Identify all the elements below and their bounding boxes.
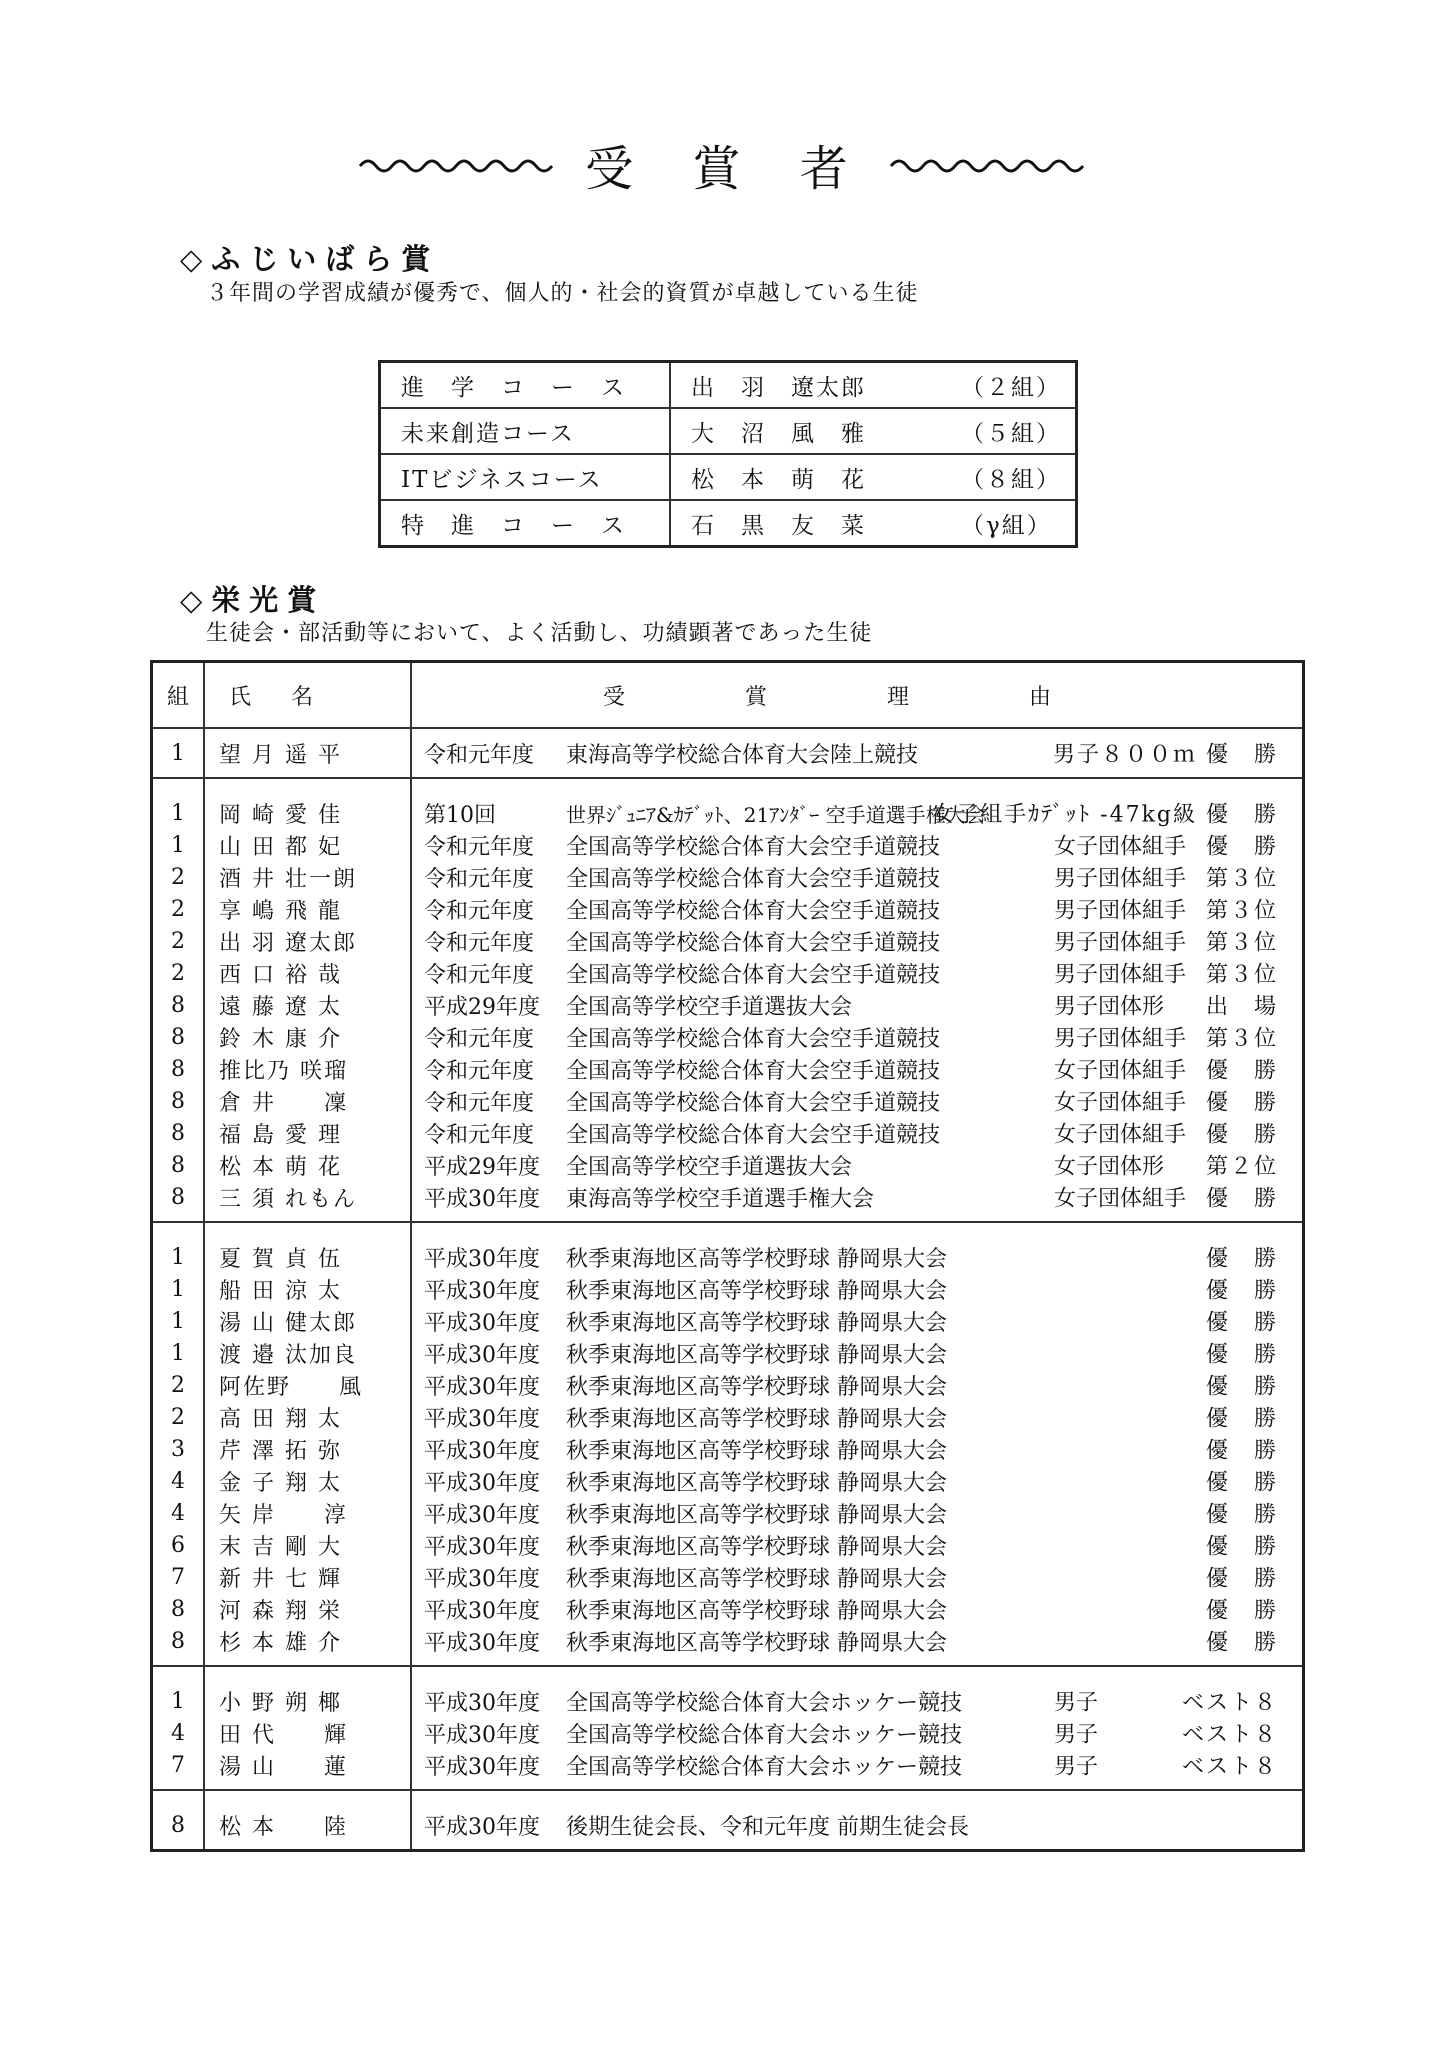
reason-result: 優 勝 (1205, 1310, 1278, 1336)
row-name: 田 代 輝 (204, 1717, 411, 1749)
group-spacer (152, 1841, 1304, 1851)
reason-event: 秋季東海地区高等学校野球 静岡県大会 (566, 1566, 947, 1592)
row-reason (411, 893, 1304, 925)
reason-result: 第３位 (1205, 962, 1278, 988)
page-title-block (0, 130, 1447, 199)
row-reason (411, 737, 1304, 769)
reason-result: 優 勝 (1205, 1246, 1278, 1272)
reason-event: 全国高等学校空手道選抜大会 (566, 1154, 853, 1180)
reason-era: 平成30年度 (424, 1598, 540, 1624)
course-row (380, 500, 1077, 547)
reason-era: 平成30年度 (424, 1278, 540, 1304)
header-reason: 受賞理由 (411, 662, 1304, 729)
row-name: 出 羽 遼太郎 (204, 925, 411, 957)
table-row (152, 1625, 1304, 1657)
table-row (152, 1021, 1304, 1053)
table-row (152, 1809, 1304, 1841)
course-name: ITビジネスコース (380, 454, 671, 500)
reason-era: 平成30年度 (424, 1186, 540, 1212)
reason-result: 第２位 (1205, 1154, 1278, 1180)
row-name: 享 嶋 飛 龍 (204, 893, 411, 925)
page-title: 受 賞 者 (585, 141, 870, 197)
row-reason (411, 1809, 1304, 1841)
table-row (152, 1149, 1304, 1181)
row-reason (411, 1717, 1304, 1749)
reason-category: 女子団体組手 (1054, 1090, 1187, 1116)
recipient-class: （５組） (961, 420, 1061, 447)
row-name: 金 子 翔 太 (204, 1465, 411, 1497)
reason-era: 令和元年度 (424, 834, 535, 860)
row-name: 高 田 翔 太 (204, 1401, 411, 1433)
row-name: 酒 井 壮一朗 (204, 861, 411, 893)
recipient-name: 松 本 萌 花 (691, 466, 866, 493)
table-row (152, 1717, 1304, 1749)
row-name: 夏 賀 貞 伍 (204, 1241, 411, 1273)
reason-result: 優 勝 (1205, 1534, 1278, 1560)
row-class: 1 (152, 1305, 205, 1337)
reason-event: 全国高等学校総合体育大会ホッケー競技 (566, 1690, 963, 1716)
table-row (152, 1241, 1304, 1273)
reason-event: 世界ｼﾞｭﾆｱ&ｶﾃﾞｯﾄ、21ｱﾝﾀﾞｰ 空手道選手権大会 (566, 802, 986, 827)
row-name: 三 須 れもん (204, 1181, 411, 1213)
recipient-cell (670, 500, 1077, 547)
award-group (152, 778, 1304, 1222)
row-reason (411, 1369, 1304, 1401)
reason-event: 秋季東海地区高等学校野球 静岡県大会 (566, 1598, 947, 1624)
table-row (152, 989, 1304, 1021)
header-class: 組 (152, 662, 205, 729)
row-name: 芹 澤 拓 弥 (204, 1433, 411, 1465)
reason-era: 平成30年度 (424, 1406, 540, 1432)
group-spacer (152, 1213, 1304, 1222)
reason-era: 第10回 (424, 802, 496, 828)
reason-event: 秋季東海地区高等学校野球 静岡県大会 (566, 1534, 947, 1560)
reason-result: 優 勝 (1205, 1058, 1278, 1084)
row-class: 1 (152, 1241, 205, 1273)
row-reason (411, 1241, 1304, 1273)
reason-result: 優 勝 (1205, 834, 1278, 860)
reason-result: 男子８００ｍ 優 勝 (1053, 742, 1278, 768)
reason-event: 秋季東海地区高等学校野球 静岡県大会 (566, 1630, 947, 1656)
reason-era: 平成29年度 (424, 994, 540, 1020)
row-class: 1 (152, 829, 205, 861)
reason-event: 全国高等学校総合体育大会空手道競技 (566, 866, 941, 892)
row-class: 1 (152, 1337, 205, 1369)
award-group (152, 1790, 1304, 1851)
row-name: 杉 本 雄 介 (204, 1625, 411, 1657)
reason-category: 女子団体組手 (1054, 1186, 1187, 1212)
row-reason (411, 1021, 1304, 1053)
table-row (152, 1465, 1304, 1497)
course-row (380, 362, 1077, 409)
row-class: 1 (152, 737, 205, 769)
reason-era: 平成30年度 (424, 1690, 540, 1716)
row-reason (411, 829, 1304, 861)
row-reason (411, 1401, 1304, 1433)
row-class: 8 (152, 1021, 205, 1053)
reason-era: 平成29年度 (424, 1154, 540, 1180)
reason-event: 全国高等学校総合体育大会空手道競技 (566, 1090, 941, 1116)
recipient-cell (670, 454, 1077, 500)
row-reason (411, 1433, 1304, 1465)
fujiibara-award-description: ３年間の学習成績が優秀で、個人的・社会的資質が卓越している生徒 (206, 281, 919, 306)
reason-event: 秋季東海地区高等学校野球 静岡県大会 (566, 1246, 947, 1272)
table-row (152, 1749, 1304, 1781)
reason-event: 全国高等学校総合体育大会ホッケー競技 (566, 1722, 963, 1748)
reason-result: 第３位 (1205, 1026, 1278, 1052)
reason-result: 第３位 (1205, 866, 1278, 892)
reason-event: 秋季東海地区高等学校野球 静岡県大会 (566, 1342, 947, 1368)
reason-era: 令和元年度 (424, 1026, 535, 1052)
row-class: 8 (152, 1809, 205, 1841)
reason-era: 令和元年度 (424, 898, 535, 924)
course-name: 未来創造コース (380, 408, 671, 454)
reason-event: 秋季東海地区高等学校野球 静岡県大会 (566, 1278, 947, 1304)
row-reason (411, 1593, 1304, 1625)
row-name: 阿佐野 風 (204, 1369, 411, 1401)
reason-result: 優 勝 (1205, 1122, 1278, 1148)
reason-event: 全国高等学校空手道選抜大会 (566, 994, 853, 1020)
row-class: 2 (152, 957, 205, 989)
reason-event: 全国高等学校総合体育大会空手道競技 (566, 1122, 941, 1148)
reason-era: 令和元年度 (424, 1122, 535, 1148)
row-class: 2 (152, 893, 205, 925)
table-row (152, 1181, 1304, 1213)
row-name: 福 島 愛 理 (204, 1117, 411, 1149)
table-row (152, 957, 1304, 989)
eiko-award-heading: ◇栄光賞 (180, 583, 326, 617)
reason-result: 優 勝 (1205, 1090, 1278, 1116)
award-group (152, 728, 1304, 778)
reason-era: 令和元年度 (424, 962, 535, 988)
reason-era: 平成30年度 (424, 1342, 540, 1368)
reason-event: 後期生徒会長、令和元年度 前期生徒会長 (566, 1814, 969, 1840)
reason-result: 出 場 (1205, 994, 1278, 1020)
reason-era: 平成30年度 (424, 1534, 540, 1560)
table-row (152, 1369, 1304, 1401)
group-spacer (152, 1790, 1304, 1809)
reason-event: 東海高等学校空手道選手権大会 (566, 1186, 875, 1212)
reason-result: 優 勝 (1205, 1406, 1278, 1432)
row-name: 河 森 翔 栄 (204, 1593, 411, 1625)
reason-event: 秋季東海地区高等学校野球 静岡県大会 (566, 1470, 947, 1496)
reason-result: 第３位 (1205, 898, 1278, 924)
row-name: 松 本 萌 花 (204, 1149, 411, 1181)
eiko-award-table (150, 660, 1305, 1852)
reason-result: 優 勝 (1205, 1598, 1278, 1624)
row-reason (411, 1749, 1304, 1781)
table-row (152, 737, 1304, 769)
row-name: 矢 岸 淳 (204, 1497, 411, 1529)
reason-era: 令和元年度 (424, 1090, 535, 1116)
table-row (152, 829, 1304, 861)
reason-event: 東海高等学校総合体育大会陸上競技 (566, 742, 919, 768)
row-class: 8 (152, 1053, 205, 1085)
reason-category: 男子団体組手 (1054, 962, 1187, 988)
course-row (380, 454, 1077, 500)
row-reason (411, 1149, 1304, 1181)
row-class: 1 (152, 1273, 205, 1305)
reason-era: 平成30年度 (424, 1246, 540, 1272)
course-row (380, 408, 1077, 454)
course-name: 特 進 コ ー ス (380, 500, 671, 547)
reason-event: 全国高等学校総合体育大会空手道競技 (566, 834, 941, 860)
row-reason (411, 1529, 1304, 1561)
reason-era: 平成30年度 (424, 1754, 540, 1780)
group-spacer (152, 1666, 1304, 1685)
row-reason (411, 1305, 1304, 1337)
row-class: 7 (152, 1749, 205, 1781)
row-name: 湯 山 蓮 (204, 1749, 411, 1781)
row-class: 8 (152, 989, 205, 1021)
table-row (152, 1497, 1304, 1529)
table-header-row (152, 662, 1304, 729)
group-spacer (152, 1222, 1304, 1241)
reason-category: 女子団体組手 (1054, 834, 1187, 860)
reason-era: 令和元年度 (424, 742, 535, 768)
row-reason (411, 1685, 1304, 1717)
row-class: 3 (152, 1433, 205, 1465)
reason-category: 男子団体組手 (1054, 930, 1187, 956)
reason-category: 男子団体組手 (1054, 866, 1187, 892)
row-name: 松 本 陸 (204, 1809, 411, 1841)
reason-event: 全国高等学校総合体育大会空手道競技 (566, 930, 941, 956)
reason-era: 平成30年度 (424, 1374, 540, 1400)
row-name: 山 田 都 妃 (204, 829, 411, 861)
reason-result: 優 勝 (1205, 1186, 1278, 1212)
reason-category: 男子 (1054, 1722, 1099, 1748)
reason-era: 平成30年度 (424, 1722, 540, 1748)
row-name: 湯 山 健太郎 (204, 1305, 411, 1337)
table-row (152, 1433, 1304, 1465)
row-reason (411, 1273, 1304, 1305)
row-class: 8 (152, 1181, 205, 1213)
table-row (152, 1085, 1304, 1117)
reason-event: 全国高等学校総合体育大会空手道競技 (566, 898, 941, 924)
row-class: 4 (152, 1497, 205, 1529)
row-reason (411, 925, 1304, 957)
group-spacer (152, 728, 1304, 737)
table-row (152, 1685, 1304, 1717)
group-spacer (152, 778, 1304, 797)
reason-event: 全国高等学校総合体育大会空手道競技 (566, 962, 941, 988)
row-class: 1 (152, 1685, 205, 1717)
recipient-class: （２組） (961, 374, 1061, 401)
reason-result: 優 勝 (1205, 1566, 1278, 1592)
row-reason (411, 957, 1304, 989)
row-class: 8 (152, 1117, 205, 1149)
reason-category: 女子団体組手 (1054, 1122, 1187, 1148)
group-spacer (152, 1781, 1304, 1790)
reason-era: 令和元年度 (424, 1058, 535, 1084)
reason-result: 優 勝 (1205, 1502, 1278, 1528)
course-name: 進 学 コ ー ス (380, 362, 671, 409)
row-reason (411, 1053, 1304, 1085)
row-reason (411, 1625, 1304, 1657)
table-row (152, 1561, 1304, 1593)
row-name: 推比乃 咲瑠 (204, 1053, 411, 1085)
recipient-cell (670, 408, 1077, 454)
reason-era: 令和元年度 (424, 930, 535, 956)
table-row (152, 797, 1304, 829)
reason-era: 平成30年度 (424, 1470, 540, 1496)
row-name: 小 野 朔 椰 (204, 1685, 411, 1717)
row-class: 2 (152, 861, 205, 893)
reason-result: 優 勝 (1205, 1438, 1278, 1464)
reason-era: 平成30年度 (424, 1310, 540, 1336)
row-reason (411, 1497, 1304, 1529)
reason-event: 秋季東海地区高等学校野球 静岡県大会 (566, 1438, 947, 1464)
recipient-name: 大 沼 風 雅 (691, 420, 866, 447)
reason-event: 全国高等学校総合体育大会空手道競技 (566, 1058, 941, 1084)
reason-category: 女子団体組手 (1054, 1058, 1187, 1084)
row-reason (411, 1337, 1304, 1369)
row-name: 岡 崎 愛 佳 (204, 797, 411, 829)
recipient-name: 石 黒 友 菜 (691, 512, 866, 539)
row-reason (411, 1117, 1304, 1149)
reason-result: 第３位 (1205, 930, 1278, 956)
row-class: 1 (152, 797, 205, 829)
row-reason (411, 797, 1304, 829)
group-spacer (152, 769, 1304, 778)
row-class: 2 (152, 1401, 205, 1433)
reason-event: 全国高等学校総合体育大会ホッケー競技 (566, 1754, 963, 1780)
row-reason (411, 1181, 1304, 1213)
reason-category: 男子 (1054, 1690, 1099, 1716)
row-class: 2 (152, 1369, 205, 1401)
table-row (152, 925, 1304, 957)
row-class: 8 (152, 1593, 205, 1625)
row-name: 渡 邉 汰加良 (204, 1337, 411, 1369)
reason-category: 男子団体組手 (1054, 898, 1187, 924)
reason-result: ベスト８ (1181, 1690, 1278, 1716)
reason-event: 秋季東海地区高等学校野球 静岡県大会 (566, 1502, 947, 1528)
reason-event: 全国高等学校総合体育大会空手道競技 (566, 1026, 941, 1052)
table-row (152, 1117, 1304, 1149)
reason-result: ベスト８ (1181, 1722, 1278, 1748)
table-row (152, 1273, 1304, 1305)
row-reason (411, 989, 1304, 1021)
row-name: 遠 藤 遼 太 (204, 989, 411, 1021)
reason-event: 秋季東海地区高等学校野球 静岡県大会 (566, 1310, 947, 1336)
row-reason (411, 1085, 1304, 1117)
table-row (152, 1305, 1304, 1337)
reason-era: 令和元年度 (424, 866, 535, 892)
row-class: 4 (152, 1465, 205, 1497)
recipient-class: （γ組） (961, 512, 1052, 539)
fujiibara-course-table (378, 360, 1078, 548)
reason-category: 男子 (1054, 1754, 1099, 1780)
reason-result: 優 勝 (1205, 1630, 1278, 1656)
reason-era: 平成30年度 (424, 1814, 540, 1840)
row-class: 7 (152, 1561, 205, 1593)
row-name: 末 吉 剛 大 (204, 1529, 411, 1561)
reason-era: 平成30年度 (424, 1438, 540, 1464)
header-name: 氏名 (204, 662, 411, 729)
reason-result: 優 勝 (1205, 1278, 1278, 1304)
table-row (152, 861, 1304, 893)
reason-event: 秋季東海地区高等学校野球 静岡県大会 (566, 1406, 947, 1432)
row-class: 6 (152, 1529, 205, 1561)
table-row (152, 1593, 1304, 1625)
row-name: 鈴 木 康 介 (204, 1021, 411, 1053)
table-row (152, 1401, 1304, 1433)
row-name: 望 月 遥 平 (204, 737, 411, 769)
row-class: 2 (152, 925, 205, 957)
reason-result: 優 勝 (1205, 1374, 1278, 1400)
recipient-cell (670, 362, 1077, 409)
row-name: 船 田 涼 太 (204, 1273, 411, 1305)
row-class: 8 (152, 1149, 205, 1181)
row-class: 4 (152, 1717, 205, 1749)
row-class: 8 (152, 1085, 205, 1117)
row-reason (411, 1561, 1304, 1593)
row-name: 倉 井 凜 (204, 1085, 411, 1117)
row-reason (411, 1465, 1304, 1497)
table-row (152, 1337, 1304, 1369)
reason-era: 平成30年度 (424, 1630, 540, 1656)
award-group (152, 1222, 1304, 1666)
award-group (152, 1666, 1304, 1790)
row-reason (411, 861, 1304, 893)
group-spacer (152, 1657, 1304, 1666)
row-name: 新 井 七 輝 (204, 1561, 411, 1593)
table-row (152, 1529, 1304, 1561)
reason-result: 優 勝 (1205, 1470, 1278, 1496)
row-name: 西 口 裕 哉 (204, 957, 411, 989)
wave-ornament-left (358, 154, 558, 176)
reason-category: 男子団体形 (1054, 994, 1165, 1020)
recipient-class: （８組） (961, 466, 1061, 493)
reason-result: ベスト８ (1181, 1754, 1278, 1780)
reason-era: 平成30年度 (424, 1566, 540, 1592)
recipient-name: 出 羽 遼太郎 (691, 374, 866, 401)
table-row (152, 893, 1304, 925)
reason-category: 女子団体形 (1054, 1154, 1165, 1180)
reason-category: 男子団体組手 (1054, 1026, 1187, 1052)
eiko-award-description: 生徒会・部活動等において、よく活動し、功績顕著であった生徒 (206, 621, 873, 646)
row-class: 8 (152, 1625, 205, 1657)
fujiibara-award-heading: ◇ふじいばら賞 (180, 242, 440, 276)
wave-ornament-right (889, 154, 1089, 176)
reason-era: 平成30年度 (424, 1502, 540, 1528)
reason-result: 優 勝 (1205, 1342, 1278, 1368)
table-row (152, 1053, 1304, 1085)
reason-event: 秋季東海地区高等学校野球 静岡県大会 (566, 1374, 947, 1400)
reason-result: 女子組手ｶﾃﾞｯﾄ -47kg級 優 勝 (932, 802, 1278, 828)
